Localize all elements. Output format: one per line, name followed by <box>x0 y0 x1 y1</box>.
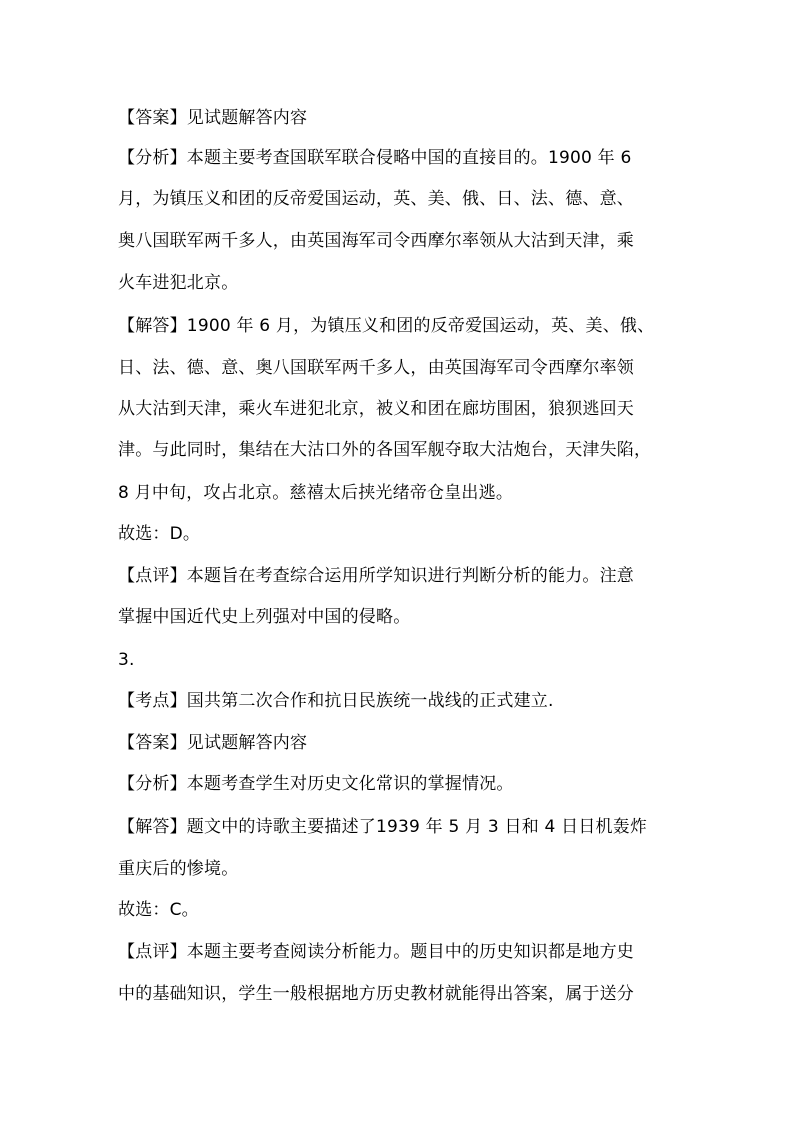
text-line-solution-4: 津。与此同时，集结在大沽口外的各国军舰夺取大沽炮台，天津失陷， <box>118 440 652 460</box>
text-line-answer-2: 【答案】见试题解答内容 <box>118 733 308 753</box>
text-line-answer-1: 【答案】见试题解答内容 <box>118 108 308 128</box>
text-line-analysis-3: 奥八国联军两千多人，由英国海军司令西摩尔率领从大沽到天津，乘 <box>118 231 634 251</box>
text-line-solution-2: 日、法、德、意、奥八国联军两千多人，由英国海军司令西摩尔率领 <box>118 358 634 378</box>
text-line-analysis-4: 火车进犯北京。 <box>118 273 239 293</box>
question-number: 3. <box>118 650 135 670</box>
text-line-analysis-5: 【分析】本题考查学生对历史文化常识的掌握情况。 <box>118 774 514 794</box>
text-line-analysis-1: 【分析】本题主要考查国联军联合侵略中国的直接目的。1900 年 6 <box>118 148 632 168</box>
text-line-analysis-2: 月，为镇压义和团的反帝爱国运动，英、美、俄、日、法、德、意、 <box>118 189 634 209</box>
text-line-solution-3: 从大沽到天津，乘火车进犯北京，被义和团在廊坊围困，狼狈逃回天 <box>118 399 634 419</box>
text-line-comment-4: 中的基础知识，学生一般根据地方历史教材就能得出答案，属于送分 <box>118 984 634 1004</box>
text-line-choice-c: 故选：C。 <box>118 900 199 920</box>
text-line-comment-2: 掌握中国近代史上列强对中国的侵略。 <box>118 607 411 627</box>
text-line-solution-5: 8 月中旬，攻占北京。慈禧太后挟光绪帝仓皇出逃。 <box>118 483 514 503</box>
text-line-solution-1: 【解答】1900 年 6 月，为镇压义和团的反帝爱国运动，英、美、俄、 <box>118 316 655 336</box>
text-line-choice-d: 故选：D。 <box>118 524 201 544</box>
text-line-solution-7: 重庆后的惨境。 <box>118 859 239 879</box>
text-line-comment-1: 【点评】本题旨在考查综合运用所学知识进行判断分析的能力。注意 <box>118 566 634 586</box>
text-line-comment-3: 【点评】本题主要考查阅读分析能力。题目中的历史知识都是地方史 <box>118 942 634 962</box>
text-line-solution-6: 【解答】题文中的诗歌主要描述了1939 年 5 月 3 日和 4 日日机轰炸 <box>118 817 648 837</box>
text-line-knowledge-point: 【考点】国共第二次合作和抗日民族统一战线的正式建立. <box>118 691 554 711</box>
